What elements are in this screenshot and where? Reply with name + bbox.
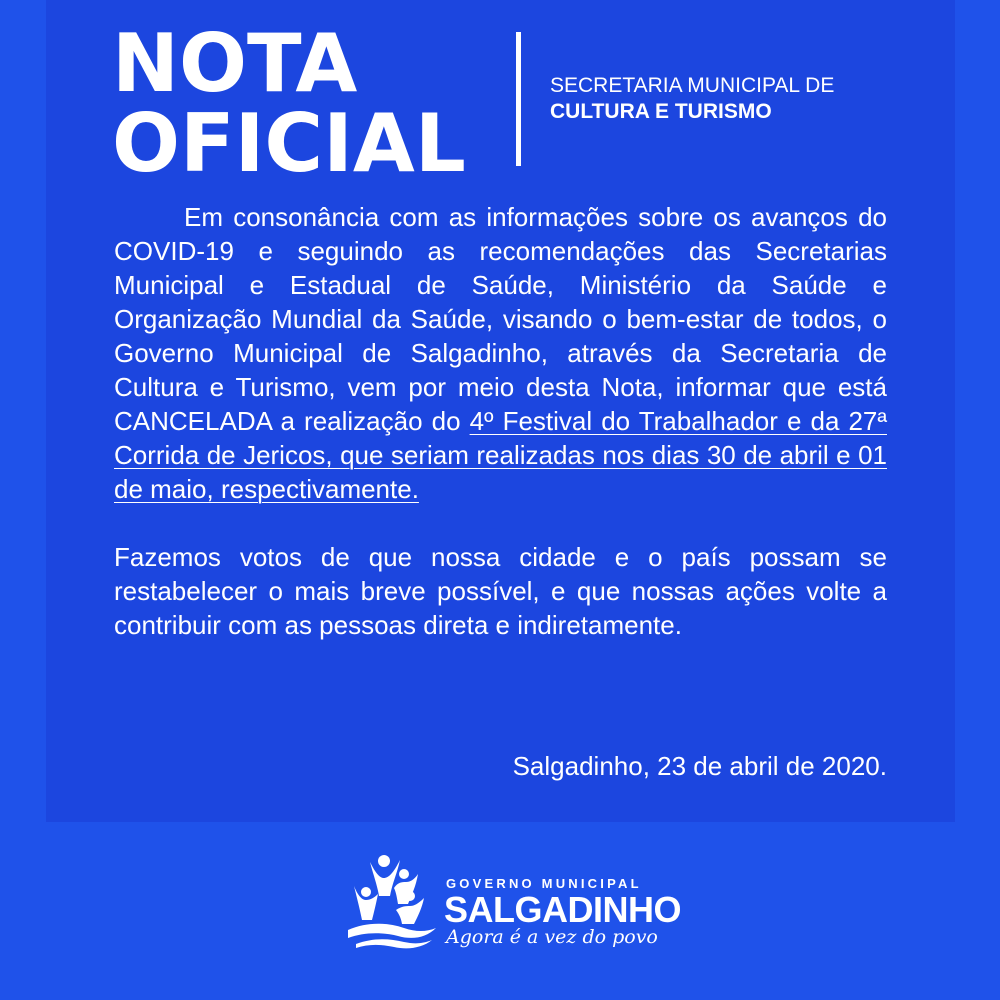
page-title — [112, 17, 466, 190]
department-label — [550, 73, 834, 125]
logo-subtitle: GOVERNO MUNICIPAL — [446, 876, 642, 891]
department-line-1: SECRETARIA MUNICIPAL DE — [550, 74, 835, 97]
people-emblem-icon — [346, 852, 438, 950]
paragraph-2: Fazemos votos de que nossa cidade e o país possam se restabelecer o mais breve possível, e que nossas ações volte a contribuir com as pessoas direta e indiretamente. — [114, 542, 887, 640]
paragraph-1-underlined: 4º Festival do Trabalhador e da 27ª Corrida de Jericos, que seriam realizadas nos dias 30 de abril e 01 de maio, respectivamente. — [114, 406, 887, 504]
header-divider — [516, 32, 521, 166]
paragraph-1-text: Em consonância com as informações sobre os avanços do COVID-19 e seguindo as recomendações das Secretarias Municipal e Estadual de Saúde, Ministério da Saúde e Organização Mundial da Saúde, visando o bem-estar de todos, o Governo Municipal de Salgadinho, através da Secretaria de Cultura e Turismo, vem por meio desta Nota, informar que está CANCELADA a realização do — [114, 202, 887, 436]
note-body — [114, 200, 887, 642]
logo-name: SALGADINHO — [444, 889, 681, 930]
date-signature: Salgadinho, 23 de abril de 2020. — [512, 751, 887, 781]
title-line-2: OFICIAL — [112, 97, 466, 190]
logo-tagline: Agora é a vez do povo — [446, 926, 658, 948]
department-line-2: CULTURA E TURISMO — [550, 100, 772, 123]
paragraph-1 — [114, 200, 887, 506]
title-line-1: NOTA — [112, 17, 358, 110]
government-logo — [346, 852, 681, 952]
